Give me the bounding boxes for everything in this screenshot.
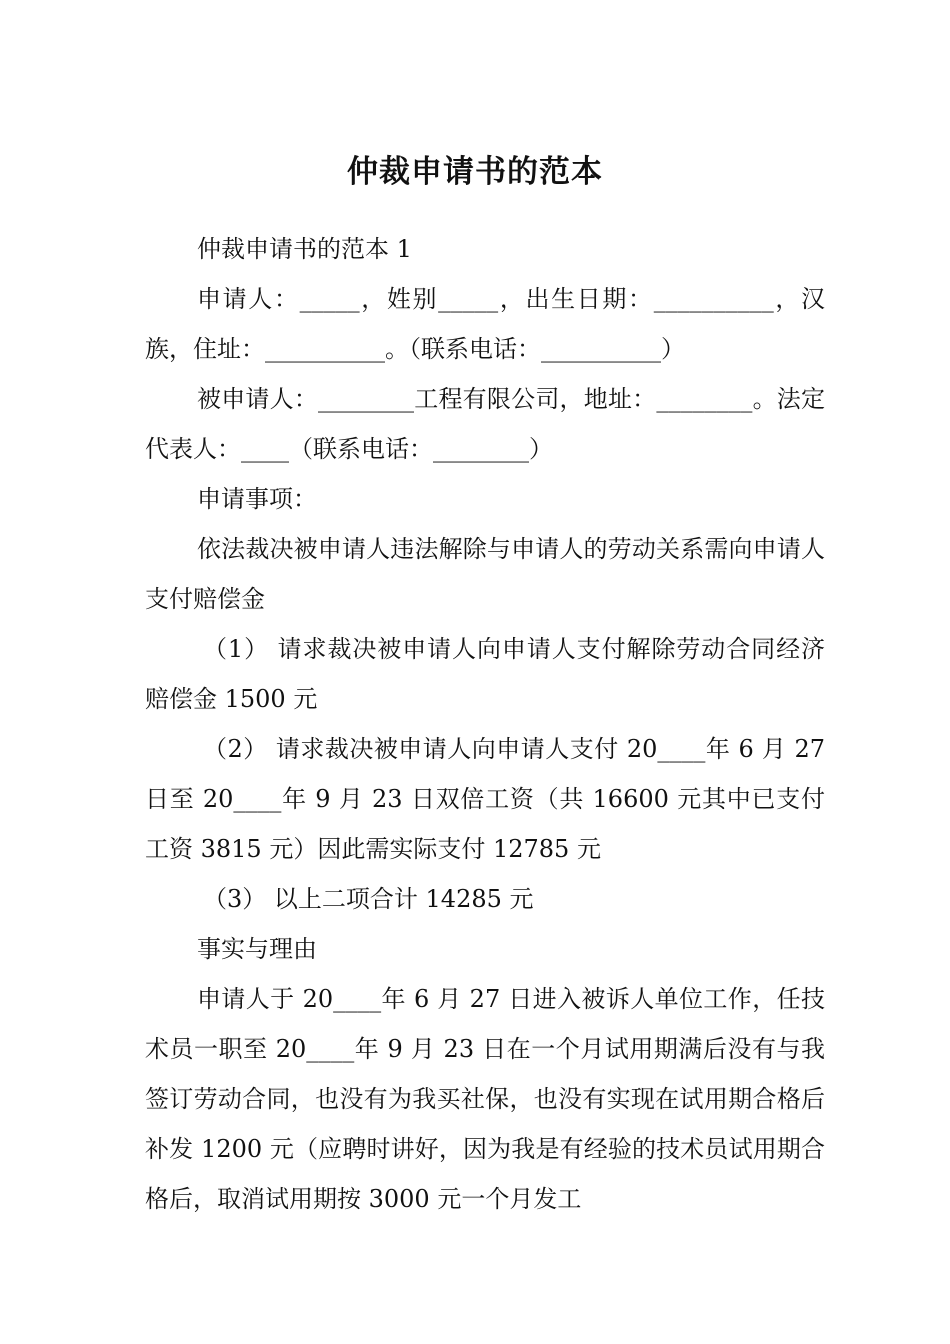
facts-paragraph: 申请人于 20____年 6 月 27 日进入被诉人单位工作，任技术员一职至 20____年 9 月 23 日在一个月试用期满后没有与我签订劳动合同，也没有为我买社保，也没有实现在试用期合格后补发 1200 元（应聘时讲好，因为我是有经验的技术员试用期合格后，取消试用期按 3000 元一个月发工 (145, 985, 825, 1213)
document-title: 仲裁申请书的范本 (347, 153, 603, 190)
facts-heading: 事实与理由 (197, 935, 317, 963)
document-body (145, 224, 825, 1224)
respondent-paragraph: 被申请人：________工程有限公司，地址：________。法定代表人：____（联系电话：________） (145, 385, 825, 463)
claim-item-2: （2） 请求裁决被申请人向申请人支付 20____年 6 月 27 日至 20____年 9 月 23 日双倍工资（共 16600 元其中已支付工资 3815 元）因此需实际支付 12785 元 (145, 735, 825, 863)
claims-heading: 申请事项： (197, 485, 317, 513)
section-heading: 仲裁申请书的范本 1 (197, 235, 412, 263)
claim-item-3: （3） 以上二项合计 14285 元 (203, 885, 534, 913)
claim-item-1: （1） 请求裁决被申请人向申请人支付解除劳动合同经济赔偿金 1500 元 (145, 635, 825, 713)
applicant-paragraph: 申请人：_____，姓别_____，出生日期：__________，汉族，住址：__________。（联系电话：__________） (145, 285, 825, 363)
claims-summary: 依法裁决被申请人违法解除与申请人的劳动关系需向申请人支付赔偿金 (145, 535, 825, 613)
